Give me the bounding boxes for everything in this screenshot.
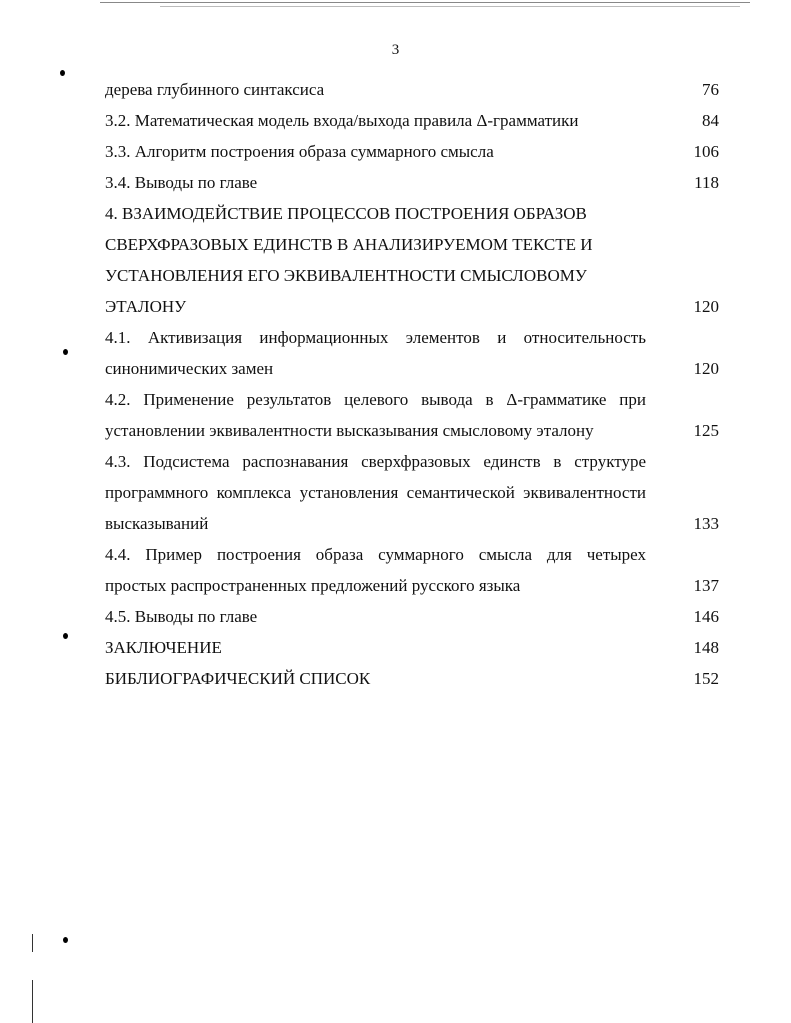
toc-entry-page: 118	[694, 173, 719, 192]
toc-entry-page: 152	[693, 669, 719, 688]
scan-edge-line	[32, 934, 33, 952]
toc-entry-title: 4.1. Активизация информационных элементов и относительность	[105, 328, 646, 347]
toc-entry-page: 120	[693, 359, 719, 378]
toc-entry-page: 106	[693, 142, 719, 161]
toc-entry-title: высказываний	[105, 514, 209, 533]
scan-edge-line	[100, 2, 750, 3]
toc-entry-title: ЗАКЛЮЧЕНИЕ	[105, 638, 222, 657]
toc-entry-line	[105, 384, 719, 415]
toc-entry-line	[105, 570, 719, 601]
scan-edge-line	[160, 6, 740, 7]
toc-entry-line	[105, 632, 719, 663]
toc-entry-title: 4.2. Применение результатов целевого вывода в Δ-грамматике при	[105, 390, 646, 409]
toc-entry-line	[105, 539, 719, 570]
toc-entry-page: 133	[693, 514, 719, 533]
toc-entry-page: 148	[693, 638, 719, 657]
toc-entry-line	[105, 446, 719, 477]
toc-entry-line	[105, 477, 719, 508]
toc-entry-line	[105, 229, 719, 260]
toc-entry-line	[105, 291, 719, 322]
toc-entry-page: 137	[693, 576, 719, 595]
toc-entry-title: 3.2. Математическая модель входа/выхода правила Δ-грамматики	[105, 111, 579, 130]
toc-entry-line	[105, 663, 719, 694]
scan-edge-line	[32, 980, 33, 1023]
toc-entry-line	[105, 601, 719, 632]
toc-entry-title: 3.4. Выводы по главе	[105, 173, 258, 192]
toc-entry-title: 4. ВЗАИМОДЕЙСТВИЕ ПРОЦЕССОВ ПОСТРОЕНИЯ ОБРАЗОВ	[105, 204, 587, 223]
toc-entry-title: 3.3. Алгоритм построения образа суммарного смысла	[105, 142, 494, 161]
toc-entry-title: дерева глубинного синтаксиса	[105, 80, 325, 99]
toc-entry-page: 120	[693, 297, 719, 316]
toc-entry-line	[105, 322, 719, 353]
toc-entry-title: 4.4. Пример построения образа суммарного смысла для четырех	[105, 545, 646, 564]
toc-entry-page: 146	[693, 607, 719, 626]
toc-entry-line	[105, 508, 719, 539]
toc-entry-title: 4.3. Подсистема распознавания сверхфразовых единств в структуре	[105, 452, 646, 471]
toc-entry-line	[105, 260, 719, 291]
toc-entry-page: 84	[702, 111, 719, 130]
toc-entry-line	[105, 415, 719, 446]
page-number: 3	[391, 42, 400, 58]
toc-entry-title: СВЕРХФРАЗОВЫХ ЕДИНСТВ В АНАЛИЗИРУЕМОМ ТЕКСТЕ И	[105, 235, 593, 254]
toc-entry-line	[105, 198, 719, 229]
toc-entry-title: УСТАНОВЛЕНИЯ ЕГО ЭКВИВАЛЕНТНОСТИ СМЫСЛОВОМУ	[105, 266, 587, 285]
table-of-contents	[105, 74, 719, 694]
toc-entry-title: программного комплекса установления семантической эквивалентности	[105, 483, 646, 502]
scan-mark	[63, 937, 68, 943]
toc-entry-line	[105, 105, 719, 136]
toc-entry-line	[105, 74, 719, 105]
toc-entry-page: 125	[693, 421, 719, 440]
toc-entry-title: установлении эквивалентности высказывания смысловому эталону	[105, 421, 594, 440]
scan-mark	[63, 349, 68, 355]
scan-mark	[63, 633, 68, 639]
scan-mark	[60, 70, 65, 76]
toc-entry-line	[105, 167, 719, 198]
toc-entry-page: 76	[702, 80, 719, 99]
toc-entry-title: БИБЛИОГРАФИЧЕСКИЙ СПИСОК	[105, 669, 371, 688]
toc-entry-title: 4.5. Выводы по главе	[105, 607, 258, 626]
toc-entry-title: простых распространенных предложений русского языка	[105, 576, 521, 595]
toc-entry-line	[105, 353, 719, 384]
toc-entry-line	[105, 136, 719, 167]
toc-entry-title: синонимических замен	[105, 359, 274, 378]
toc-entry-title: ЭТАЛОНУ	[105, 297, 187, 316]
